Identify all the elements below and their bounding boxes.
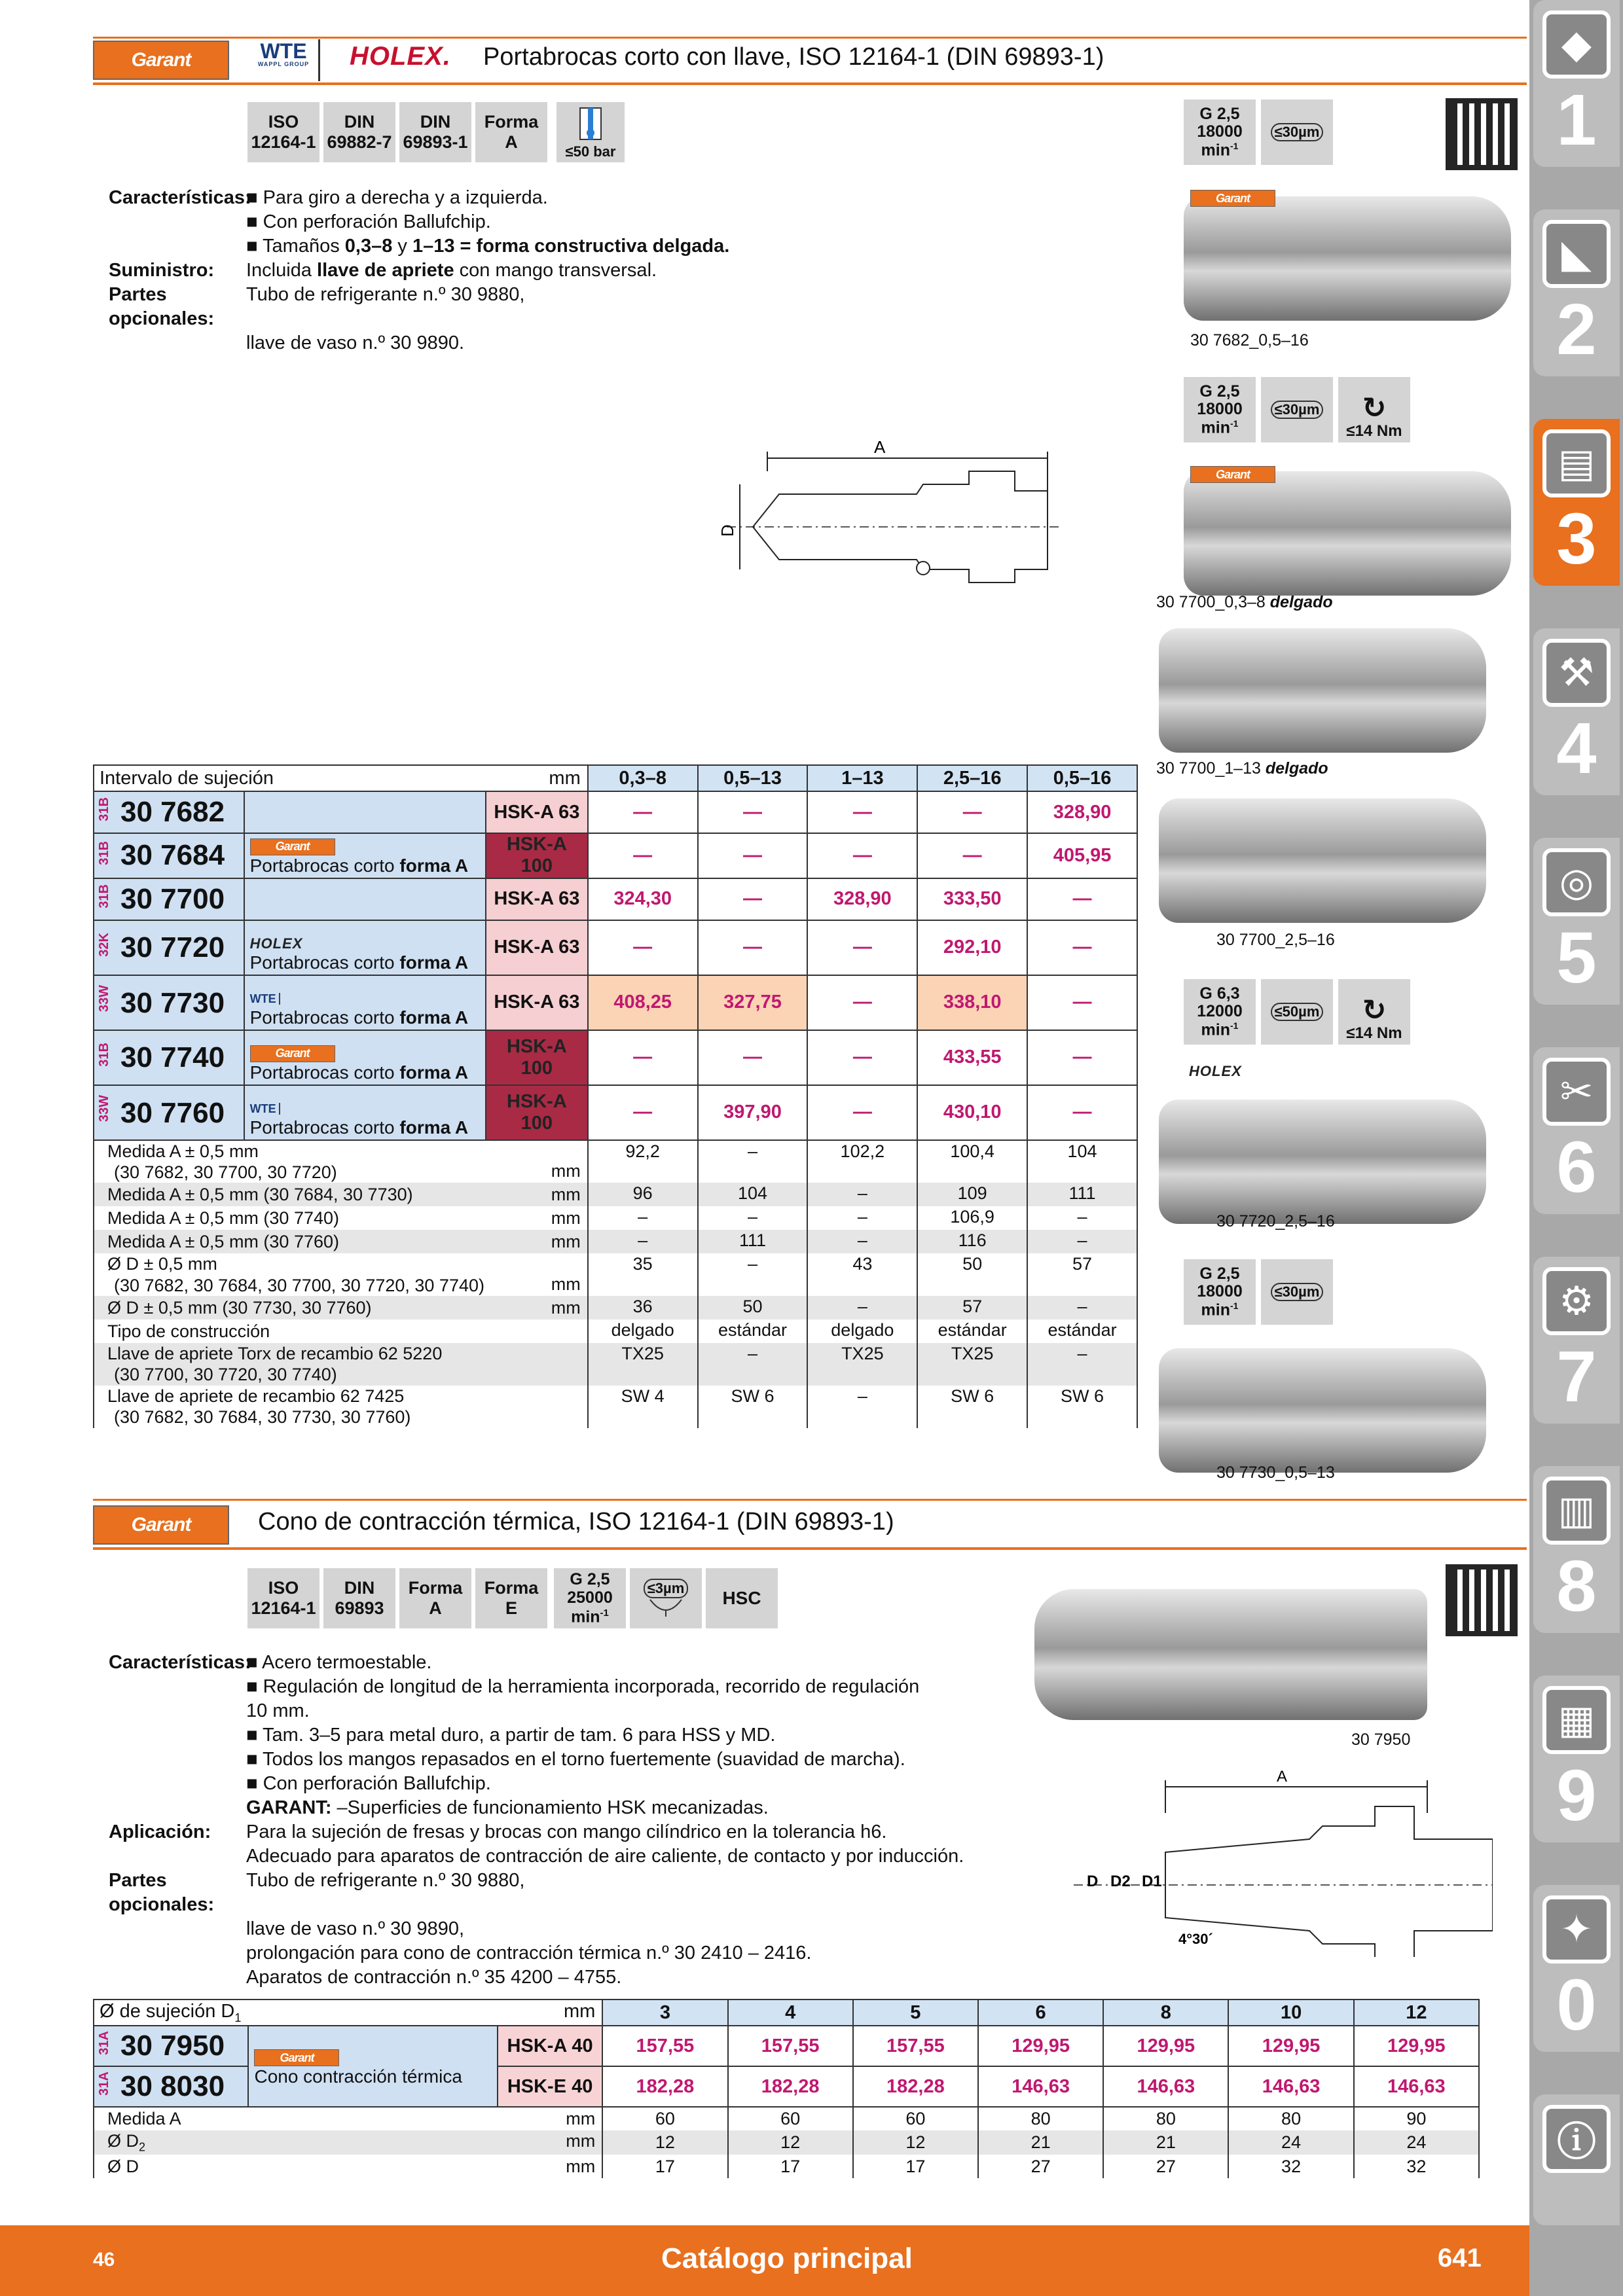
coolant-icon: [571, 107, 610, 143]
desc-line: Partes opcionales: Tubo de refrigerante n.º 30 9880,: [109, 1870, 525, 1915]
dim-d-label: D: [718, 524, 737, 537]
runout-pictogram: ≤30µm: [1261, 377, 1333, 442]
spec-box-1: DIN 69893: [323, 1568, 395, 1628]
chapter-icon: ⚒: [1542, 639, 1611, 707]
table-row: 31B 30 7700 HSK-A 63 324,30 — 328,90 333,50 —: [94, 878, 1137, 920]
spec-box-1: DIN 69882-7: [323, 102, 395, 162]
section2-price-table: Ø de sujeción $D_1$ mm 3 4 5 6 8 10 12 31A 30 7950 Garant Cono contracción térmica HSK-A 40 157,55 157,55 157,55 129,95 129,95 129,95 129,95 31A 30 8030 HSK-E 40 182,28 182,28 182,28 146,63 146,63 146,63 146,63 Medida A mm 60 60 60 80 80 80 90 Ø $D_2$ mm 12 12 12 21 21 24 24 Ø D mm 17 17 17 27 27 32 32: [93, 1999, 1480, 2178]
caption-307950: 30 7950: [1351, 1731, 1411, 1749]
desc-line: ■ Regulación de longitud de la herramienta incorporada, recorrido de regulación: [246, 1676, 920, 1697]
product-image-307950: [1034, 1589, 1427, 1720]
spec-row: Ø $D_2$ mm 12 12 12 21 21 24 24: [94, 2130, 1479, 2155]
table-row: 31B 30 7740 Garant Portabrocas corto forma A HSK-A 100 — — — 433,55 —: [94, 1030, 1137, 1085]
header-label: Intervalo de sujeción: [100, 767, 274, 789]
garant-logo: Garant: [93, 41, 229, 80]
chapter-icon: ◣: [1542, 220, 1611, 288]
garant-logo-img: Garant: [1190, 190, 1275, 207]
holex-logo: HOLEX.: [350, 42, 451, 71]
product-caption: 30 7682_0,5–16: [1190, 331, 1309, 350]
desc-line: ■ Tam. 3–5 para metal duro, a partir de tam. 6 para HSS y MD.: [246, 1725, 776, 1746]
product-caption: 30 7700_0,3–8 delgado: [1156, 593, 1333, 611]
product-image: [1184, 196, 1511, 321]
spec-box-0: ISO 12164-1: [247, 1568, 319, 1628]
desc-line: ■ Con perforación Ballufchip.: [246, 1773, 491, 1794]
torque-pictogram: ↻ ≤14 Nm: [1338, 979, 1410, 1045]
dim-d2-label: D2: [1110, 1873, 1131, 1890]
chapter-number: 8: [1556, 1546, 1597, 1626]
desc-line: prolongación para cono de contracción térmica n.º 30 2410 – 2416.: [246, 1943, 812, 1964]
runout-pictogram: ≤50µm: [1261, 979, 1333, 1045]
chapter-icon: ▤: [1542, 429, 1611, 497]
chapter-icon: ✂: [1542, 1058, 1611, 1126]
product-caption: 30 7700_2,5–16: [1216, 931, 1335, 949]
desc-line: ■ Con perforación Ballufchip.: [246, 211, 491, 232]
dim-a-label: A: [874, 437, 886, 457]
product-image: [1159, 1100, 1486, 1224]
chapter-icon: ⚙: [1542, 1267, 1611, 1335]
balance-pictogram: G 2,5 18000 $\min^{-1}$: [1184, 99, 1256, 165]
chapter-number: 3: [1556, 499, 1597, 579]
table-row: 31A 30 8030 HSK-E 40 182,28 182,28 182,28 146,63 146,63 146,63 146,63: [94, 2066, 1479, 2107]
wte-logo: WTE WAPPL GROUP: [257, 39, 310, 67]
spec-row: Llave de apriete de recambio 62 7425 (30 7682, 30 7684, 30 7730, 30 7760) SW 4 SW 6 – SW 6 SW 6: [94, 1386, 1137, 1428]
torque-pictogram: ↻ ≤14 Nm: [1338, 377, 1410, 442]
desc-line: 10 mm.: [246, 1700, 310, 1721]
chapter-tab-5[interactable]: [1533, 838, 1620, 1005]
page-number-right: 641: [1438, 2244, 1482, 2272]
chapter-icon: ▥: [1542, 1477, 1611, 1545]
chapter-number: 2: [1556, 289, 1597, 370]
chapter-tab-6[interactable]: [1533, 1047, 1620, 1214]
table-row: 33W 30 7760 WTE Portabrocas corto forma A HSK-A 100 — 397,90 — 430,10 —: [94, 1085, 1137, 1140]
desc-line: ■ Todos los mangos repasados en el torno fuertemente (suavidad de marcha).: [246, 1749, 905, 1770]
spec-row: Ø D ± 0,5 mm (30 7682, 30 7684, 30 7700, 30 7720, 30 7740) mm 35 – 43 50 57: [94, 1253, 1137, 1296]
spec-row: Ø D ± 0,5 mm (30 7730, 30 7760) mm 36 50 – 57 –: [94, 1296, 1137, 1319]
table-row: 32K 30 7720 HOLEX Portabrocas corto forma A HSK-A 63 — — — 292,10 —: [94, 920, 1137, 975]
balance-pictogram: G 2,5 18000 $\min^{-1}$: [1184, 1259, 1256, 1325]
spec-row: Tipo de construcción delgado estándar delgado estándar estándar: [94, 1319, 1137, 1343]
dim-a2-label: A: [1277, 1768, 1288, 1785]
table-row: 31A 30 7950 Garant Cono contracción térmica HSK-A 40 157,55 157,55 157,55 129,95 129,95 129,95 129,95: [94, 2026, 1479, 2066]
spec-row: Ø D mm 17 17 17 27 27 32 32: [94, 2155, 1479, 2178]
runout-pictogram: ≤30µm: [1261, 99, 1333, 165]
chapter-tab-3[interactable]: [1533, 419, 1620, 586]
chapter-tab-9[interactable]: [1533, 1676, 1620, 1842]
angle-label: 4°30´: [1178, 1931, 1213, 1947]
spec-box-3: Forma E: [475, 1568, 547, 1628]
section1-description: [109, 186, 1058, 355]
section1-title: Portabrocas corto con llave, ISO 12164-1 (DIN 69893-1): [483, 43, 1104, 71]
desc-line: Suministro: Incluida llave de apriete con mango transversal.: [109, 260, 657, 281]
runout-icon: [646, 1598, 685, 1618]
desc-line: Aparatos de contracción n.º 35 4200 – 4755.: [246, 1967, 622, 1988]
table-row: 33W 30 7730 WTE Portabrocas corto forma A HSK-A 63 408,25 327,75 — 338,10 —: [94, 975, 1137, 1030]
chapter-icon: ◎: [1542, 848, 1611, 916]
desc-line: Aplicación: Para la sujeción de fresas y brocas con mango cilíndrico en la tolerancia h6.: [109, 1821, 887, 1842]
chapter-icon: ▦: [1542, 1686, 1611, 1754]
spec-box-2: DIN 69893-1: [399, 102, 471, 162]
desc-line: ■ Tamaños 0,3–8 y 1–13 = forma constructiva delgada.: [246, 236, 730, 257]
dim-d-label-2: D: [1087, 1873, 1099, 1890]
garant-logo-2: Garant: [93, 1505, 229, 1545]
chapter-tab-7[interactable]: [1533, 1257, 1620, 1424]
page-number-left: 46: [93, 2249, 115, 2270]
chapter-number: 7: [1556, 1336, 1597, 1417]
product-caption: 30 7730_0,5–13: [1216, 1463, 1335, 1482]
chapter-icon: ◆: [1542, 10, 1611, 79]
desc-line: GARANT: –Superficies de funcionamiento HSK mecanizadas.: [246, 1797, 769, 1818]
product-image: [1159, 628, 1486, 753]
product-image: [1159, 1348, 1486, 1473]
section1-top-rule: [93, 37, 1527, 39]
chapter-tab-1[interactable]: [1533, 0, 1620, 167]
coolant-pressure-box: ≤50 bar: [556, 102, 625, 162]
rotate-icon: ↻: [1362, 391, 1387, 424]
chapter-number: 5: [1556, 918, 1597, 998]
logo-divider: [318, 39, 320, 81]
hsc-box: HSC: [706, 1568, 778, 1628]
spec-row: Medida A ± 0,5 mm (30 7760) mm – 111 – 116 –: [94, 1230, 1137, 1253]
section2-technical-drawing: [1074, 1767, 1493, 1957]
spec-box-0: ISO 12164-1: [247, 102, 319, 162]
balance-pictogram: G 2,5 18000 $\min^{-1}$: [1184, 377, 1256, 442]
product-image: [1184, 471, 1511, 596]
holex-logo-img: HOLEX: [1189, 1063, 1242, 1079]
rotate-icon: ↻: [1362, 994, 1387, 1026]
section2-title: Cono de contracción térmica, ISO 12164-1 (DIN 69893-1): [258, 1508, 894, 1535]
section1-technical-drawing: [707, 432, 1074, 596]
page-footer: [0, 2225, 1529, 2296]
product-caption: 30 7720_2,5–16: [1216, 1212, 1335, 1230]
dim-d1-label: D1: [1142, 1873, 1162, 1890]
chapter-number: 9: [1556, 1755, 1597, 1836]
desc-line: llave de vaso n.º 30 9890,: [246, 1918, 465, 1939]
desc-line: Partes opcionales: Tubo de refrigerante n.º 30 9880,: [109, 284, 525, 329]
chapter-number: 6: [1556, 1127, 1597, 1208]
chapter-icon: ⓘ: [1542, 2105, 1611, 2173]
desc-line: Adecuado para aparatos de contracción de aire caliente, de contacto y por inducción.: [246, 1846, 964, 1867]
qr-code-1: [1446, 98, 1518, 170]
chapter-tab-2[interactable]: [1533, 209, 1620, 376]
balance-pictogram: G 6,3 12000 $\min^{-1}$: [1184, 979, 1256, 1045]
chapter-tab-8[interactable]: [1533, 1466, 1620, 1633]
chapter-tab-4[interactable]: [1533, 628, 1620, 795]
spec-row: Medida A ± 0,5 mm (30 7684, 30 7730) mm 96 104 – 109 111: [94, 1183, 1137, 1206]
balance-box: G 2,5 25000 $\min^{-1}$: [554, 1568, 626, 1628]
spec-row: Medida A mm 60 60 60 80 80 80 90: [94, 2107, 1479, 2130]
spec-row: Medida A ± 0,5 mm (30 7682, 30 7700, 30 7720) mm 92,2 – 102,2 100,4 104: [94, 1140, 1137, 1183]
section2-top-rule: [93, 1499, 1527, 1501]
spec-box-2: Forma A: [399, 1568, 471, 1628]
section2-spec-boxes: [247, 1568, 547, 1628]
table-row: 31B 30 7682 HSK-A 63 — — — — 328,90: [94, 791, 1137, 833]
product-image: [1159, 798, 1486, 923]
spec-box-3: Forma A: [475, 102, 547, 162]
chapter-icon: ✦: [1542, 1895, 1611, 1964]
product-caption: 30 7700_1–13 delgado: [1156, 759, 1328, 778]
tolerance-box: ≤3µm: [630, 1568, 702, 1628]
table-row: 31B 30 7684 Garant Portabrocas corto forma A HSK-A 100 — — — — 405,95: [94, 833, 1137, 878]
garant-logo-img: Garant: [1190, 466, 1275, 483]
section1-price-table: Intervalo de sujeción mm 0,3–8 0,5–13 1–13 2,5–16 0,5–16 31B 30 7682 HSK-A 63 — — — — 328,90 31B 30 7684 Garant Portabrocas corto forma A HSK-A 100 — — — — 405,95 31B 30 7700 HSK-A 63 324,30 — 328,90 333,50 — 32K 30 7720 HOLEX Portabrocas corto forma A HSK-A 63 — — — 292,10 — 33W 30 7730 WTE Portabrocas corto forma A HSK-A 63 408,25 327,75 — 338,10 — 31B 30 7740 Garant Portabrocas corto forma A HSK-A 100 — — — 433,55 — 33W 30 7760 WTE Portabrocas corto forma A HSK-A 100 — 397,90 — 430,10 — Medida A ± 0,5 mm (30 7682, 30 7700, 30 7720) mm 92,2 – 102,2 100,4 104 Medida A ± 0,5 mm (30 7684, 30 7730) mm 96 104 – 109 111 Medida A ± 0,5 mm (30 7740) mm – – – 106,9 – Medida A ± 0,5 mm (30 7760) mm – 111 – 116 – Ø D ± 0,5 mm (30 7682, 30 7684, 30 7700, 30 7720, 30 7740) mm 35 – 43 50 57 Ø D ± 0,5 mm (30 7730, 30 7760) mm 36 50 – 57 – Tipo de construcción delgado estándar delgado estándar estándar Llave de apriete Torx de recambio 62 5220 (30 7700, 30 7720, 30 7740) TX25 – TX25 TX25 – Llave de apriete de recambio 62 7425 (30 7682, 30 7684, 30 7730, 30 7760) SW 4 SW 6 – SW 6 SW 6: [93, 764, 1138, 1428]
desc-line: llave de vaso n.º 30 9890.: [246, 332, 465, 353]
desc-line: Características: ■ Acero termoestable.: [109, 1652, 432, 1673]
section1-rule: [93, 82, 1527, 85]
section2-description: [109, 1651, 1058, 1990]
desc-line: Características: ■ Para giro a derecha y a izquierda.: [109, 187, 548, 208]
chapter-number: 1: [1556, 80, 1597, 160]
section1-spec-boxes: [247, 102, 547, 162]
spec-row: Llave de apriete Torx de recambio 62 5220 (30 7700, 30 7720, 30 7740) TX25 – TX25 TX25 –: [94, 1343, 1137, 1386]
chapter-number: 0: [1556, 1965, 1597, 2045]
spec-row: Medida A ± 0,5 mm (30 7740) mm – – – 106,9 –: [94, 1206, 1137, 1230]
chapter-number: 4: [1556, 708, 1597, 789]
chapter-tab-0[interactable]: [1533, 1885, 1620, 2052]
chapter-tab-i[interactable]: [1533, 2094, 1620, 2225]
section2-rule: [93, 1547, 1527, 1550]
qr-code-2: [1446, 1564, 1518, 1636]
runout-pictogram: ≤30µm: [1261, 1259, 1333, 1325]
footer-title: Catálogo principal: [661, 2242, 913, 2274]
